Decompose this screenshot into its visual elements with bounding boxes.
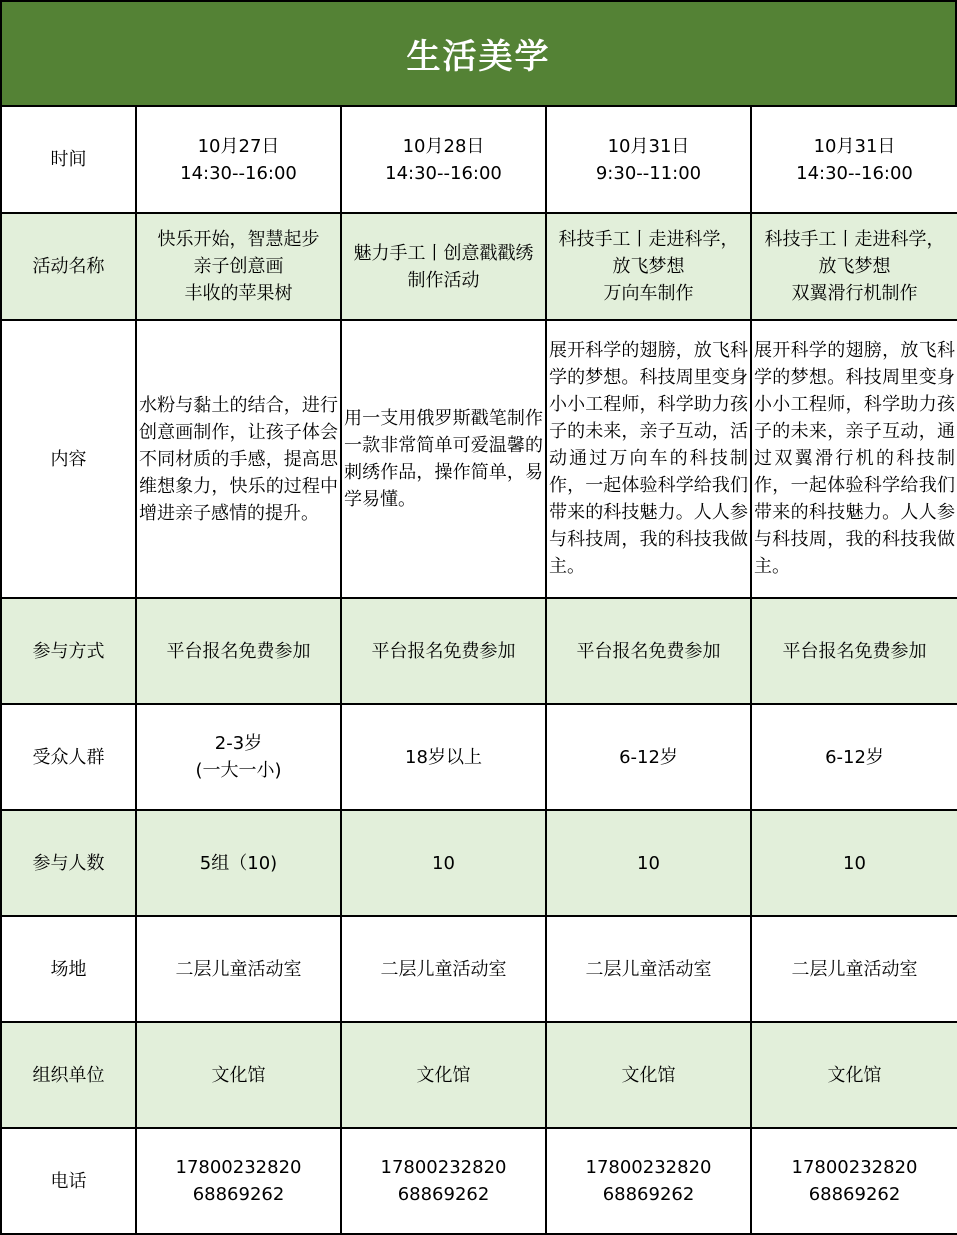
table-cell: 快乐开始，智慧起步 亲子创意画 丰收的苹果树 — [136, 213, 341, 320]
table-cell: 6-12岁 — [751, 704, 957, 810]
table-row-time — [1, 106, 957, 213]
row-label-activity-name: 活动名称 — [1, 213, 136, 320]
table-cell: 10 — [546, 810, 751, 916]
table-cell: 10月27日 14:30--16:00 — [136, 106, 341, 213]
table-cell: 展开科学的翅膀，放飞科学的梦想。科技周里变身小小工程师，科学助力孩子的未来，亲子互动，通过双翼滑行机的科技制作，一起体验科学给我们带来的科技魅力。人人参与科技周，我的科技我做主。 — [751, 320, 957, 598]
table-cell: 平台报名免费参加 — [341, 598, 546, 704]
table-cell: 文化馆 — [341, 1022, 546, 1128]
table-row-headcount — [1, 810, 957, 916]
title-bar — [0, 0, 957, 107]
table-cell: 17800232820 68869262 — [751, 1128, 957, 1234]
table-cell: 二层儿童活动室 — [136, 916, 341, 1022]
table-row-audience — [1, 704, 957, 810]
table-cell: 17800232820 68869262 — [136, 1128, 341, 1234]
table-row-activity-name — [1, 213, 957, 320]
table-cell: 10月28日 14:30--16:00 — [341, 106, 546, 213]
table-cell: 二层儿童活动室 — [341, 916, 546, 1022]
table-row-participation — [1, 598, 957, 704]
table-cell: 17800232820 68869262 — [341, 1128, 546, 1234]
table-row-venue — [1, 916, 957, 1022]
table-cell: 文化馆 — [546, 1022, 751, 1128]
table-cell: 二层儿童活动室 — [751, 916, 957, 1022]
table-cell: 科技手工丨走进科学， 放飞梦想 双翼滑行机制作 — [751, 213, 957, 320]
table-cell: 10月31日 14:30--16:00 — [751, 106, 957, 213]
row-label-audience: 受众人群 — [1, 704, 136, 810]
table-cell: 用一支用俄罗斯戳笔制作一款非常简单可爱温馨的刺绣作品，操作简单，易学易懂。 — [341, 320, 546, 598]
table-cell: 二层儿童活动室 — [546, 916, 751, 1022]
row-label-content: 内容 — [1, 320, 136, 598]
table-cell: 5组（10) — [136, 810, 341, 916]
table-cell: 18岁以上 — [341, 704, 546, 810]
table-cell: 文化馆 — [751, 1022, 957, 1128]
table-row-phone — [1, 1128, 957, 1234]
table-cell: 科技手工丨走进科学， 放飞梦想 万向车制作 — [546, 213, 751, 320]
row-label-phone: 电话 — [1, 1128, 136, 1234]
schedule-table — [0, 105, 957, 1235]
row-label-organizer: 组织单位 — [1, 1022, 136, 1128]
table-cell: 6-12岁 — [546, 704, 751, 810]
row-label-time: 时间 — [1, 106, 136, 213]
table-cell: 水粉与黏土的结合，进行创意画制作，让孩子体会不同材质的手感，提高思维想象力，快乐的过程中增进亲子感情的提升。 — [136, 320, 341, 598]
table-cell: 2-3岁 (一大一小) — [136, 704, 341, 810]
table-cell: 展开科学的翅膀，放飞科学的梦想。科技周里变身小小工程师，科学助力孩子的未来，亲子互动，活动通过万向车的科技制作，一起体验科学给我们带来的科技魅力。人人参与科技周，我的科技我做主。 — [546, 320, 751, 598]
table-row-organizer — [1, 1022, 957, 1128]
table-cell: 平台报名免费参加 — [546, 598, 751, 704]
table-cell: 平台报名免费参加 — [751, 598, 957, 704]
table-cell: 平台报名免费参加 — [136, 598, 341, 704]
table-cell: 文化馆 — [136, 1022, 341, 1128]
table-cell: 10月31日 9:30--11:00 — [546, 106, 751, 213]
row-label-participation: 参与方式 — [1, 598, 136, 704]
table-row-content — [1, 320, 957, 598]
row-label-venue: 场地 — [1, 916, 136, 1022]
table-cell: 10 — [751, 810, 957, 916]
table-cell: 17800232820 68869262 — [546, 1128, 751, 1234]
row-label-headcount: 参与人数 — [1, 810, 136, 916]
table-cell: 10 — [341, 810, 546, 916]
page-title: 生活美学 — [406, 37, 551, 77]
table-cell: 魅力手工丨创意戳戳绣 制作活动 — [341, 213, 546, 320]
